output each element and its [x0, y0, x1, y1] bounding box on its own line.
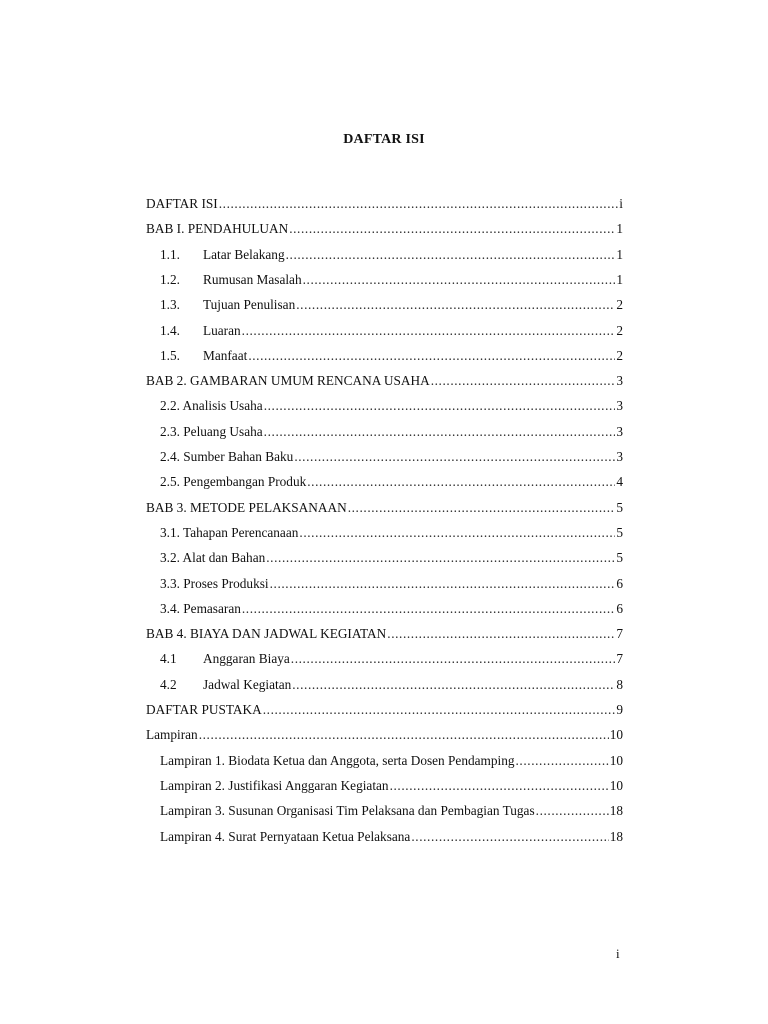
toc-entry[interactable] — [146, 727, 623, 747]
toc-entry[interactable] — [160, 525, 623, 545]
toc-entry-page: 10 — [609, 752, 623, 768]
toc-leader-dots — [411, 829, 608, 845]
toc-entry-number: 1.5. — [160, 347, 180, 363]
toc-leader-dots — [292, 677, 615, 693]
toc-entry-label: BAB 3. METODE PELAKSANAAN — [146, 499, 347, 515]
toc-entry-label: 2.4. Sumber Bahan Baku — [160, 449, 294, 464]
toc-entry-label: 2.5. Pengembangan Produk — [160, 474, 307, 490]
toc-entry-number: 1.4. — [160, 322, 180, 338]
toc-entry-page: 8 — [616, 676, 623, 692]
toc-entry-page: 2 — [616, 297, 623, 313]
toc-leader-dots — [307, 474, 615, 490]
toc-entry-label: BAB 4. BIAYA DAN JADWAL KEGIATAN — [146, 626, 387, 642]
toc-entry-page: 3 — [616, 423, 623, 439]
toc-entry[interactable] — [160, 449, 623, 469]
toc-entry-label: 3.3. Proses Produksi — [160, 575, 269, 591]
toc-entry[interactable] — [160, 651, 623, 671]
toc-entry-number: 4.1 — [160, 651, 177, 667]
toc-entry-number: 1.2. — [160, 271, 180, 287]
toc-entry-label: Lampiran 3. Susunan Organisasi Tim Pelaksana dan Pembagian Tugas — [160, 803, 535, 819]
toc-entry[interactable] — [160, 297, 623, 317]
toc-entry[interactable] — [160, 247, 623, 267]
toc-leader-dots — [291, 651, 616, 667]
toc-leader-dots — [289, 221, 615, 237]
toc-entry-page: 18 — [609, 828, 623, 844]
toc-entry-page: 6 — [616, 575, 623, 591]
toc-entry-page: 10 — [609, 727, 623, 743]
toc-entry[interactable] — [146, 373, 623, 393]
toc-entry-page: 6 — [616, 600, 623, 616]
toc-entry-label: Manfaat — [203, 347, 248, 363]
toc-entry-page: 5 — [616, 524, 623, 540]
toc-entry-label: Lampiran 4. Surat Pernyataan Ketua Pelaksana — [160, 828, 411, 844]
toc-entry-page: 2 — [616, 347, 623, 363]
toc-entry[interactable] — [160, 474, 623, 494]
toc-entry-number: 1.1. — [160, 246, 180, 262]
page-number: i — [616, 946, 620, 961]
toc-entry-label: Lampiran 2. Justifikasi Anggaran Kegiatan — [160, 777, 389, 793]
toc-entry[interactable] — [146, 196, 623, 216]
toc-entry-label: DAFTAR ISI — [146, 196, 218, 211]
toc-entry[interactable] — [160, 576, 623, 596]
toc-entry-label: Tujuan Penulisan — [203, 297, 296, 313]
toc-entry-page: 3 — [616, 449, 623, 464]
toc-entry-label: Luaran — [203, 322, 241, 338]
toc-leader-dots — [299, 525, 615, 541]
toc-entry-number: 1.3. — [160, 297, 180, 313]
toc-entry[interactable] — [160, 753, 623, 773]
toc-entry[interactable] — [160, 829, 623, 849]
toc-entry-label: Latar Belakang — [203, 246, 285, 262]
toc-entry-page: 5 — [616, 499, 623, 515]
toc-entry[interactable] — [146, 500, 623, 520]
toc-entry-label: BAB 2. GAMBARAN UMUM RENCANA USAHA — [146, 373, 430, 389]
toc-leader-dots — [266, 550, 615, 566]
toc-entry-label: Jadwal Kegiatan — [203, 676, 292, 692]
toc-entry[interactable] — [160, 803, 623, 823]
toc-entry[interactable] — [160, 323, 623, 343]
toc-leader-dots — [263, 702, 616, 718]
toc-entry-page: 10 — [609, 777, 623, 793]
toc-leader-dots — [219, 196, 619, 212]
toc-entry[interactable] — [160, 348, 623, 368]
toc-leader-dots — [390, 778, 609, 794]
toc-entry-page: 7 — [616, 626, 623, 642]
toc-leader-dots — [286, 247, 616, 263]
toc-leader-dots — [516, 753, 609, 769]
toc-entry[interactable] — [160, 424, 623, 444]
toc-leader-dots — [264, 398, 616, 414]
toc-entry-label: DAFTAR PUSTAKA — [146, 702, 262, 717]
page-title: DAFTAR ISI — [343, 132, 425, 147]
toc-entry-label: Lampiran 1. Biodata Ketua dan Anggota, serta Dosen Pendamping — [160, 752, 515, 768]
toc-leader-dots — [303, 272, 616, 288]
toc-leader-dots — [248, 348, 615, 364]
toc-entry-page: 1 — [616, 246, 623, 262]
toc-entry-label: 3.4. Pemasaran — [160, 600, 241, 616]
toc-entry-page: 3 — [616, 373, 623, 389]
toc-entry-number: 4.2 — [160, 676, 177, 692]
toc-leader-dots — [431, 373, 616, 389]
toc-leader-dots — [294, 449, 615, 465]
toc-leader-dots — [270, 576, 616, 592]
toc-entry-label: 2.3. Peluang Usaha — [160, 423, 263, 439]
toc-entry-label: Rumusan Masalah — [203, 271, 302, 287]
toc-entry-page: 1 — [616, 221, 623, 237]
toc-entry-label: BAB I. PENDAHULUAN — [146, 221, 289, 237]
toc-leader-dots — [387, 626, 615, 642]
toc-entry-label: 3.1. Tahapan Perencanaan — [160, 524, 299, 540]
toc-entry-label: Lampiran — [146, 727, 198, 743]
toc-leader-dots — [536, 803, 609, 819]
toc-entry-page: 1 — [616, 271, 623, 287]
toc-entry[interactable] — [160, 398, 623, 418]
toc-entry-page: 2 — [616, 322, 623, 338]
toc-entry[interactable] — [160, 677, 623, 697]
toc-entry-page: 5 — [616, 550, 623, 566]
toc-leader-dots — [296, 297, 615, 313]
toc-entry-page: 9 — [616, 702, 623, 717]
toc-entry-page: 18 — [609, 803, 623, 819]
toc-entry[interactable] — [160, 601, 623, 621]
toc-leader-dots — [199, 727, 609, 743]
toc-leader-dots — [242, 323, 616, 339]
toc-leader-dots — [348, 500, 616, 516]
toc-leader-dots — [264, 424, 616, 440]
toc-entry[interactable] — [160, 272, 623, 292]
toc-leader-dots — [242, 601, 615, 617]
toc-entry-label: 2.2. Analisis Usaha — [160, 398, 263, 414]
toc-entry-page: 3 — [616, 398, 623, 414]
toc-entry[interactable] — [146, 626, 623, 646]
toc-entry[interactable] — [160, 550, 623, 570]
toc-entry-label: 3.2. Alat dan Bahan — [160, 550, 266, 566]
toc-entry[interactable] — [160, 778, 623, 798]
toc-entry-page: 4 — [616, 474, 623, 490]
toc-entry-page: 7 — [616, 651, 623, 667]
toc-entry[interactable] — [146, 702, 623, 722]
toc-entry-page: i — [619, 196, 623, 211]
toc-entry[interactable] — [146, 221, 623, 241]
toc-entry-label: Anggaran Biaya — [203, 651, 290, 667]
